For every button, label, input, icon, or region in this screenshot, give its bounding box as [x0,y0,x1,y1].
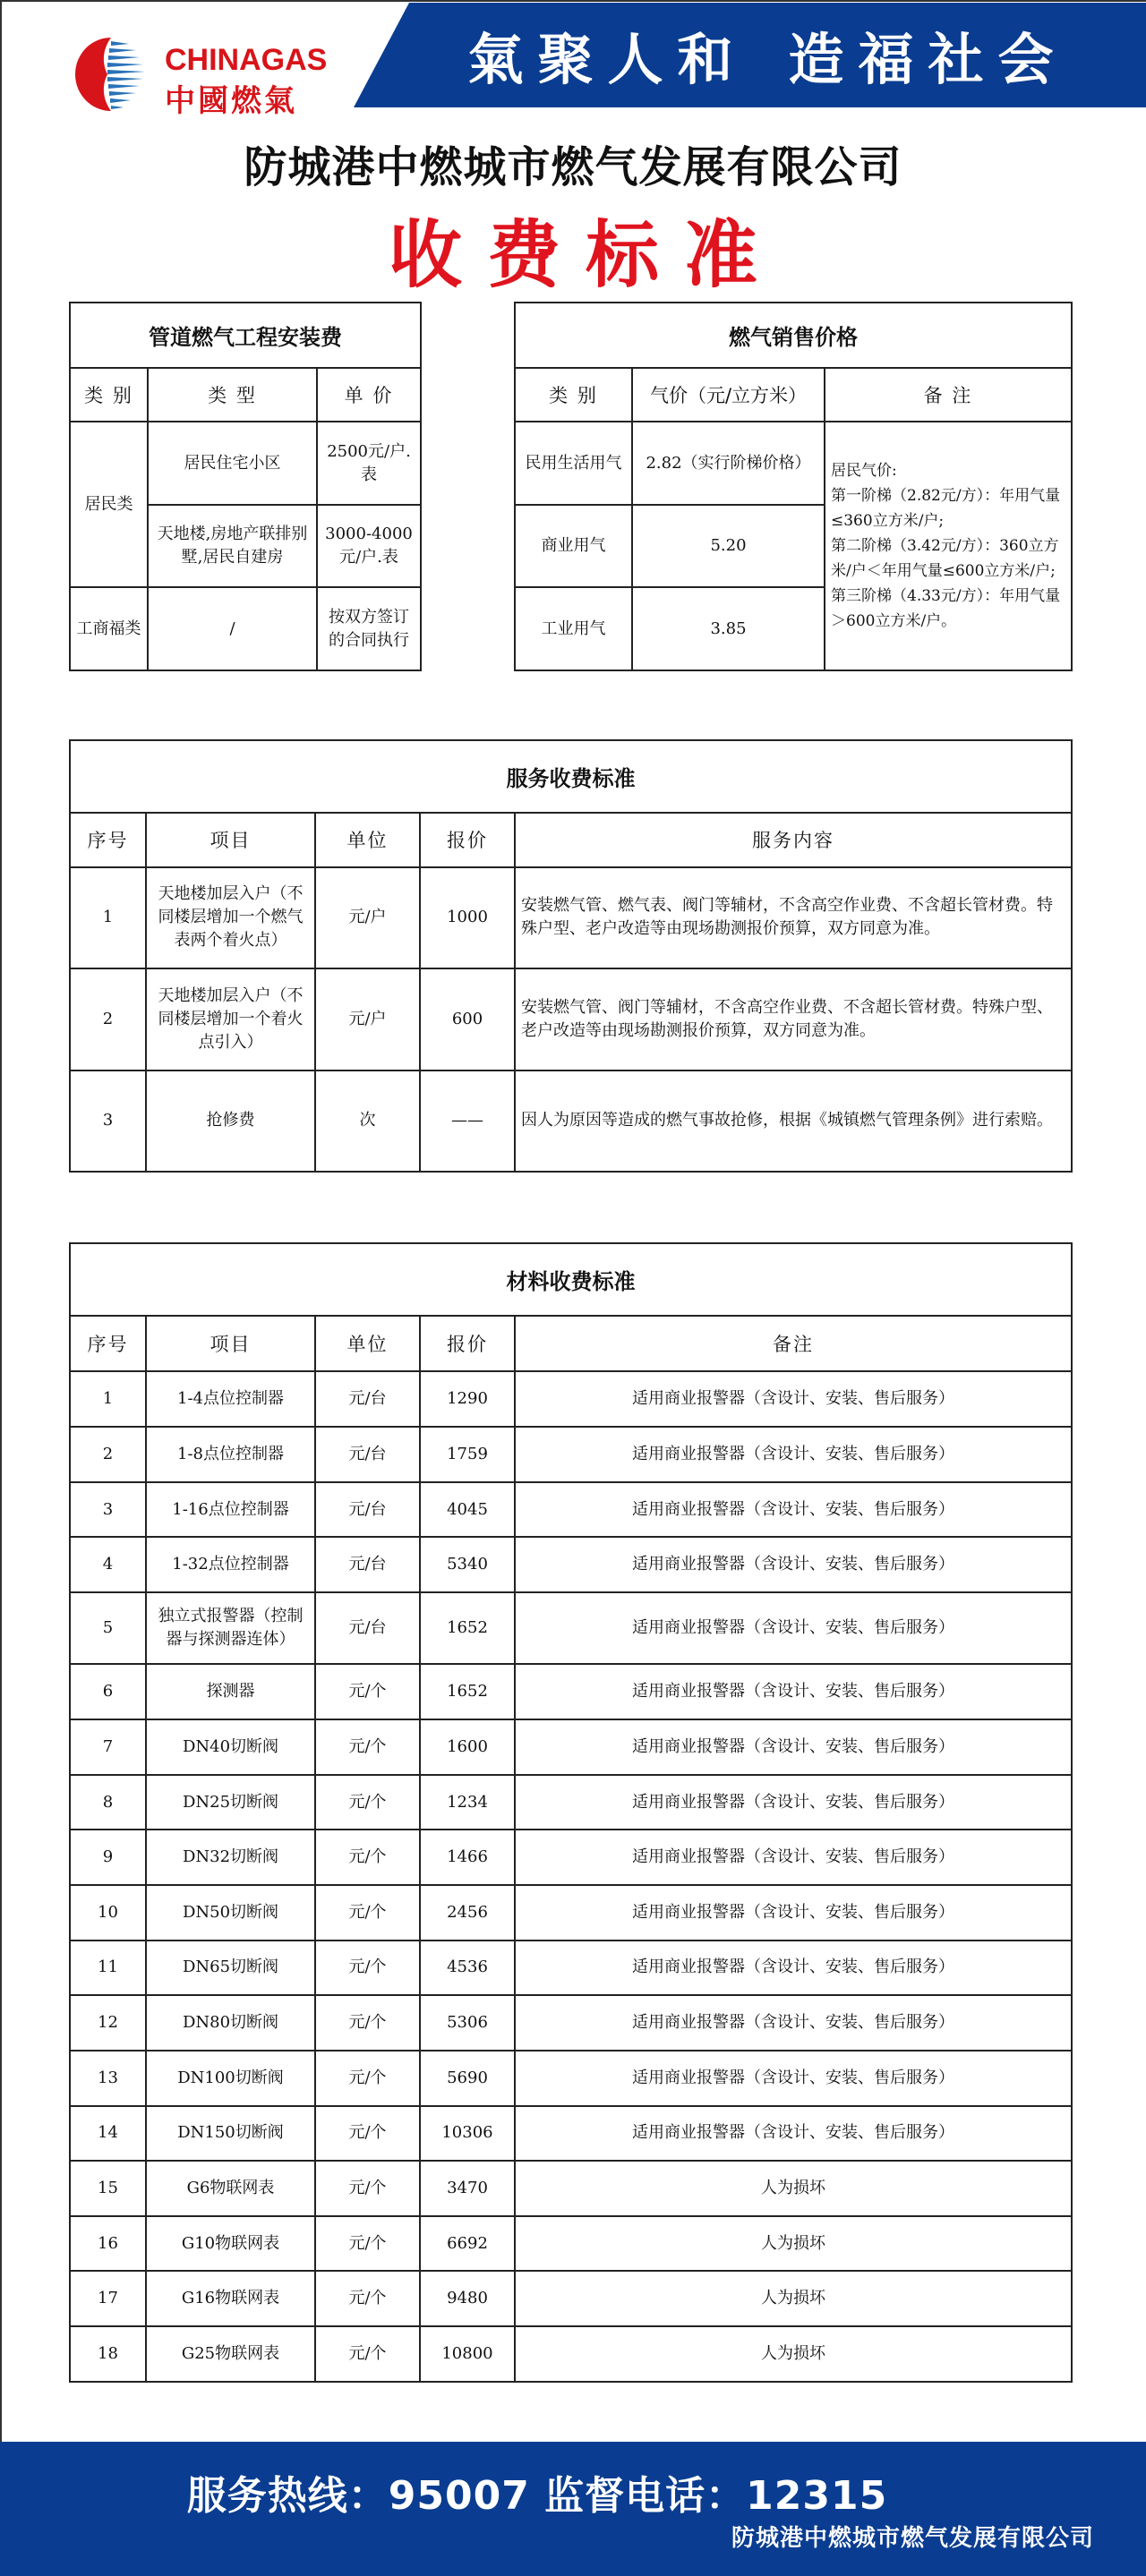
unit-cell: 元/个 [315,1775,420,1830]
install-fee-table [69,302,422,671]
price-cell: 5340 [420,1537,515,1592]
number-cell: 1 [70,867,146,968]
column-header: 序号 [70,813,146,866]
number-cell: 14 [70,2106,146,2162]
note-cell: 适用商业报警器（含设计、安装、售后服务） [515,1664,1072,1719]
type-cell: 居民住宅小区 [148,422,317,505]
note-line: 居民气价: [831,462,897,480]
table-row [70,1775,1072,1830]
note-cell: 人为损坏 [515,2326,1072,2382]
item-cell: 1-8点位控制器 [146,1427,315,1482]
number-cell: 15 [70,2161,146,2216]
column-header: 备注 [515,1316,1072,1371]
price-cell: 3000-4000元/户.表 [317,505,421,587]
number-cell: 2 [70,1427,146,1482]
table-row [70,1537,1072,1592]
price-cell: 1290 [420,1371,515,1427]
note-cell: 适用商业报警器（含设计、安装、售后服务） [515,1885,1072,1941]
note-cell: 人为损坏 [515,2216,1072,2272]
table-row [70,2326,1072,2382]
table-row [70,2106,1072,2162]
unit-cell: 元/台 [315,1371,420,1427]
column-header: 气价（元/立方米） [632,368,825,422]
number-cell: 6 [70,1664,146,1719]
type-cell: 天地楼,房地产联排别墅,居民自建房 [148,505,317,587]
unit-cell: 元/个 [315,2216,420,2272]
note-cell: 适用商业报警器（含设计、安装、售后服务） [515,1537,1072,1592]
number-cell: 7 [70,1719,146,1775]
price-cell: 4536 [420,1941,515,1996]
unit-cell: 元/个 [315,1830,420,1885]
material-fee-header-row [70,1316,1072,1371]
note-line: 第三阶梯（4.33元/方）：年用气量＞600立方米/户。 [831,587,1061,630]
number-cell: 8 [70,1775,146,1830]
table-row [70,587,421,670]
item-cell: 探测器 [146,1664,315,1719]
hotline-text: 服务热线：95007 监督电话：12315 [186,2473,888,2519]
unit-cell: 元/台 [315,1427,420,1482]
price-cell: 5.20 [632,505,825,587]
number-cell: 12 [70,1995,146,2051]
number-cell: 17 [70,2271,146,2326]
logo-text-cn: 中國燃氣 [165,83,297,119]
number-cell: 3 [70,1482,146,1538]
price-cell: 2500元/户.表 [317,422,421,505]
item-cell: DN150切断阀 [146,2106,315,2162]
chinagas-logo [75,34,344,119]
note-cell: 适用商业报警器（含设计、安装、售后服务） [515,1427,1072,1482]
note-cell: 适用商业报警器（含设计、安装、售后服务） [515,1775,1072,1830]
table-row [70,1995,1072,2051]
table-row [70,1070,1072,1172]
item-cell: G10物联网表 [146,2216,315,2272]
column-header: 项目 [146,1316,315,1371]
install-fee-header-row [70,368,421,422]
item-cell: 1-4点位控制器 [146,1371,315,1427]
note-cell: 适用商业报警器（含设计、安装、售后服务） [515,1719,1072,1775]
column-header: 单位 [315,1316,420,1371]
unit-cell: 元/台 [315,1592,420,1664]
unit-cell: 元/个 [315,1995,420,2051]
unit-cell: 元/户 [315,867,420,968]
service-fee-header-row [70,813,1072,866]
service-fee-title: 服务收费标准 [70,740,1072,813]
item-cell: DN32切断阀 [146,1830,315,1885]
price-cell: 10306 [420,2106,515,2162]
price-cell: 1652 [420,1592,515,1664]
service-fee-table [69,739,1073,1173]
number-cell: 9 [70,1830,146,1885]
tier-note-cell [825,422,1072,670]
note-cell: 人为损坏 [515,2271,1072,2326]
content-cell: 安装燃气管、阀门等辅材，不含高空作业费、不含超长管材费。特殊户型、老户改造等由现场勘测报价预算，双方同意为准。 [515,968,1072,1070]
slogan-left: 氣聚人和 [467,27,748,92]
unit-cell: 元/台 [315,1482,420,1538]
table-row [70,867,1072,968]
note-cell: 适用商业报警器（含设计、安装、售后服务） [515,2106,1072,2162]
slogan-right: 造福社会 [788,27,1068,92]
unit-cell: 元/个 [315,2051,420,2106]
gas-price-header-row [515,368,1072,422]
item-cell: DN40切断阀 [146,1719,315,1775]
item-cell: 1-16点位控制器 [146,1482,315,1538]
price-cell: 6692 [420,2216,515,2272]
category-cell: 工商福类 [70,587,148,670]
material-fee-table [69,1242,1073,2383]
note-line: 第二阶梯（3.42元/方）：360立方米/户＜年用气量≤600立方米/户; [831,537,1059,580]
column-header: 项目 [146,813,315,866]
content-cell: 因人为原因等造成的燃气事故抢修，根据《城镇燃气管理条例》进行索赔。 [515,1070,1072,1172]
unit-cell: 元/个 [315,2271,420,2326]
price-cell: 10800 [420,2326,515,2382]
price-cell: 3470 [420,2161,515,2216]
company-title: 防城港中燃城市燃气发展有限公司 [244,142,902,192]
item-cell: 抢修费 [146,1070,315,1172]
price-cell: 1759 [420,1427,515,1482]
table-row [70,2051,1072,2106]
item-cell: G25物联网表 [146,2326,315,2382]
note-line: 第一阶梯（2.82元/方）：年用气量≤360立方米/户; [831,487,1061,530]
price-cell: 2456 [420,1885,515,1941]
column-header: 服务内容 [515,813,1072,866]
table-row [70,1885,1072,1941]
note-cell: 适用商业报警器（含设计、安装、售后服务） [515,1941,1072,1996]
category-cell: 居民类 [70,422,148,587]
table-row [70,1371,1072,1427]
table-row [515,422,1072,505]
unit-cell: 元/个 [315,1885,420,1941]
price-cell: 5690 [420,2051,515,2106]
item-cell: 天地楼加层入户（不同楼层增加一个着火点引入） [146,968,315,1070]
price-cell: 1234 [420,1775,515,1830]
table-row [70,2271,1072,2326]
unit-cell: 元/台 [315,1537,420,1592]
category-cell: 商业用气 [515,505,632,587]
unit-cell: 元/户 [315,968,420,1070]
chinagas-logo-icon [75,36,147,113]
gas-price-title: 燃气销售价格 [515,303,1072,368]
price-cell: 2.82（实行阶梯价格） [632,422,825,505]
table-row [70,968,1072,1070]
column-header: 类 别 [515,368,632,422]
item-cell: 1-32点位控制器 [146,1537,315,1592]
unit-cell: 元/个 [315,2106,420,2162]
item-cell: DN50切断阀 [146,1885,315,1941]
price-cell: 按双方签订的合同执行 [317,587,421,670]
item-cell: 天地楼加层入户（不同楼层增加一个燃气表两个着火点） [146,867,315,968]
page-title: 收费标准 [388,213,783,298]
table-row [70,1427,1072,1482]
type-cell: / [148,587,317,670]
column-header: 单位 [315,813,420,866]
table-row [70,1592,1072,1664]
table-row [70,1830,1072,1885]
price-cell: 3.85 [632,587,825,670]
column-header: 报价 [420,1316,515,1371]
column-header: 序号 [70,1316,146,1371]
item-cell: G16物联网表 [146,2271,315,2326]
unit-cell: 次 [315,1070,420,1172]
column-header: 备 注 [825,368,1072,422]
category-cell: 工业用气 [515,587,632,670]
price-cell: 1000 [420,867,515,968]
number-cell: 18 [70,2326,146,2382]
number-cell: 11 [70,1941,146,1996]
number-cell: 4 [70,1537,146,1592]
table-row [70,1482,1072,1538]
unit-cell: 元/个 [315,2161,420,2216]
number-cell: 16 [70,2216,146,2272]
note-cell: 人为损坏 [515,2161,1072,2216]
logo-text-en: CHINAGAS [165,43,328,77]
table-row [70,1719,1072,1775]
unit-cell: 元/个 [315,1719,420,1775]
table-row [70,422,421,505]
footer-company: 防城港中燃城市燃气发展有限公司 [731,2525,1094,2552]
unit-cell: 元/个 [315,1664,420,1719]
number-cell: 2 [70,968,146,1070]
item-cell: G6物联网表 [146,2161,315,2216]
column-header: 类 别 [70,368,148,422]
item-cell: DN25切断阀 [146,1775,315,1830]
item-cell: 独立式报警器（控制器与探测器连体） [146,1592,315,1664]
price-cell: 9480 [420,2271,515,2326]
number-cell: 1 [70,1371,146,1427]
price-cell: 1466 [420,1830,515,1885]
install-fee-title: 管道燃气工程安装费 [70,303,421,368]
note-cell: 适用商业报警器（含设计、安装、售后服务） [515,1371,1072,1427]
note-cell: 适用商业报警器（含设计、安装、售后服务） [515,1995,1072,2051]
price-cell: 5306 [420,1995,515,2051]
number-cell: 5 [70,1592,146,1664]
note-cell: 适用商业报警器（含设计、安装、售后服务） [515,1592,1072,1664]
column-header: 类 型 [148,368,317,422]
unit-cell: 元/个 [315,1941,420,1996]
slogan [354,3,1146,107]
table-row [70,1664,1072,1719]
note-cell: 适用商业报警器（含设计、安装、售后服务） [515,2051,1072,2106]
category-cell: 民用生活用气 [515,422,632,505]
unit-cell: 元/个 [315,2326,420,2382]
gas-price-table [514,302,1073,671]
table-row [70,2216,1072,2272]
note-cell: 适用商业报警器（含设计、安装、售后服务） [515,1482,1072,1538]
price-cell: —— [420,1070,515,1172]
price-cell: 4045 [420,1482,515,1538]
column-header: 报价 [420,813,515,866]
item-cell: DN100切断阀 [146,2051,315,2106]
price-cell: 1600 [420,1719,515,1775]
item-cell: DN80切断阀 [146,1995,315,2051]
material-fee-title: 材料收费标准 [70,1243,1072,1316]
table-row [70,1941,1072,1996]
column-header: 单 价 [317,368,421,422]
table-row [70,2161,1072,2216]
note-cell: 适用商业报警器（含设计、安装、售后服务） [515,1830,1072,1885]
number-cell: 13 [70,2051,146,2106]
number-cell: 10 [70,1885,146,1941]
number-cell: 3 [70,1070,146,1172]
price-cell: 1652 [420,1664,515,1719]
content-cell: 安装燃气管、燃气表、阀门等辅材，不含高空作业费、不含超长管材费。特殊户型、老户改造等由现场勘测报价预算，双方同意为准。 [515,867,1072,968]
item-cell: DN65切断阀 [146,1941,315,1996]
price-cell: 600 [420,968,515,1070]
